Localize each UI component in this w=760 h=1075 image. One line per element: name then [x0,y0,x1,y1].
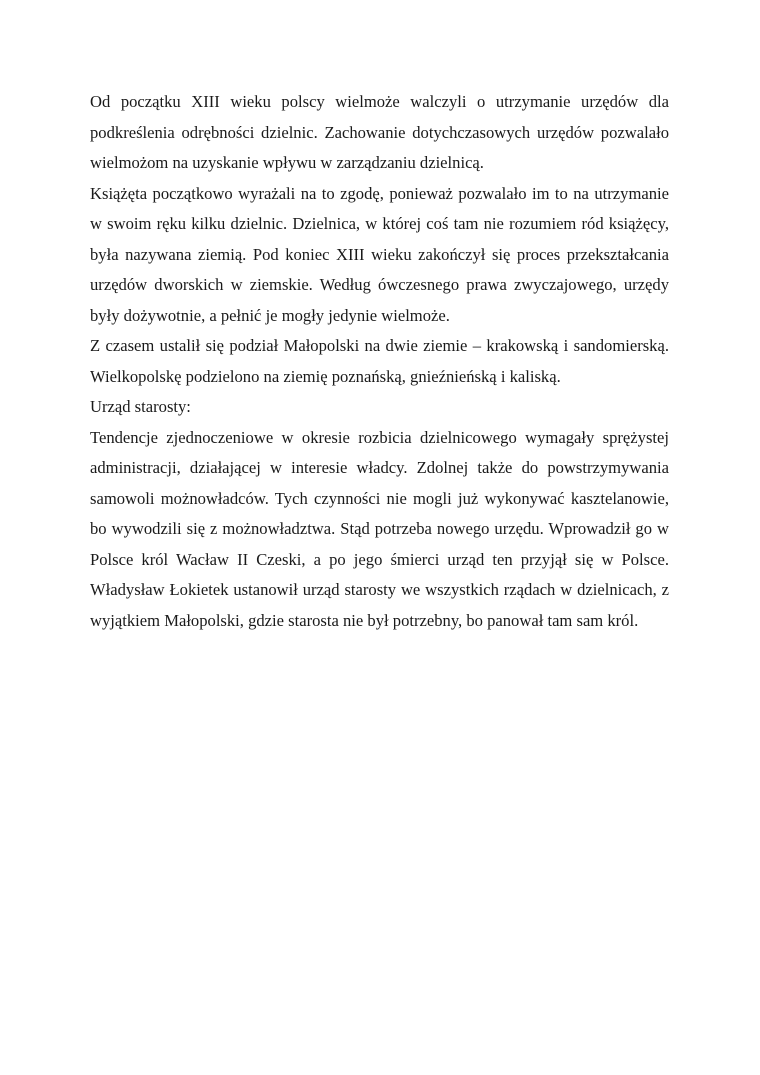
paragraph-offices-origin: Od początku XIII wieku polscy wielmoże walczyli o utrzymanie urzędów dla podkreślenia odrębności dzielnic. Zachowanie dotychczasowych urzędów pozwalało wielmożom na uzyskanie wpływu w zarządzaniu dzielnicą. [90,92,669,172]
paragraph-princes-consent: Książęta początkowo wyrażali na to zgodę, ponieważ pozwalało im to na utrzymanie w swoim ręku kilku dzielnic. Dzielnica, w której coś tam nie rozumiem ród książęcy, była nazywana ziemią. Pod koniec XIII wieku zakończył się proces przekształcania urzędów dworskich w ziemskie. Według ówczesnego prawa zwyczajowego, urzędy były dożywotnie, a pełnić je mogły jedynie wielmoże. [90,183,669,325]
paragraph-lands-division: Z czasem ustalił się podział Małopolski na dwie ziemie – krakowską i sandomierską. Wielkopolskę podzielono na ziemię poznańską, gnieźnieńską i kaliską. [90,336,669,386]
paragraph-starosta-office: Tendencje zjednoczeniowe w okresie rozbicia dzielnicowego wymagały sprężystej administracji, działającej w interesie władcy. Zdolnej także do powstrzymywania samowoli możnowładców. Tych czynności nie mogli już wykonywać kasztelanowie, bo wywodzili się z możnowładztwa. Stąd potrzeba nowego urzędu. Wprowadził go w Polsce król Wacław II Czeski, a po jego śmierci urząd ten przyjął się w Polsce. Władysław Łokietek ustanowił urząd starosty we wszystkich rządach w dzielnicach, z wyjątkiem Małopolski, gdzie starosta nie był potrzebny, bo panował tam sam król. [90,427,669,630]
document-body [90,87,669,636]
section-heading-starosta: Urząd starosty: [90,397,191,416]
